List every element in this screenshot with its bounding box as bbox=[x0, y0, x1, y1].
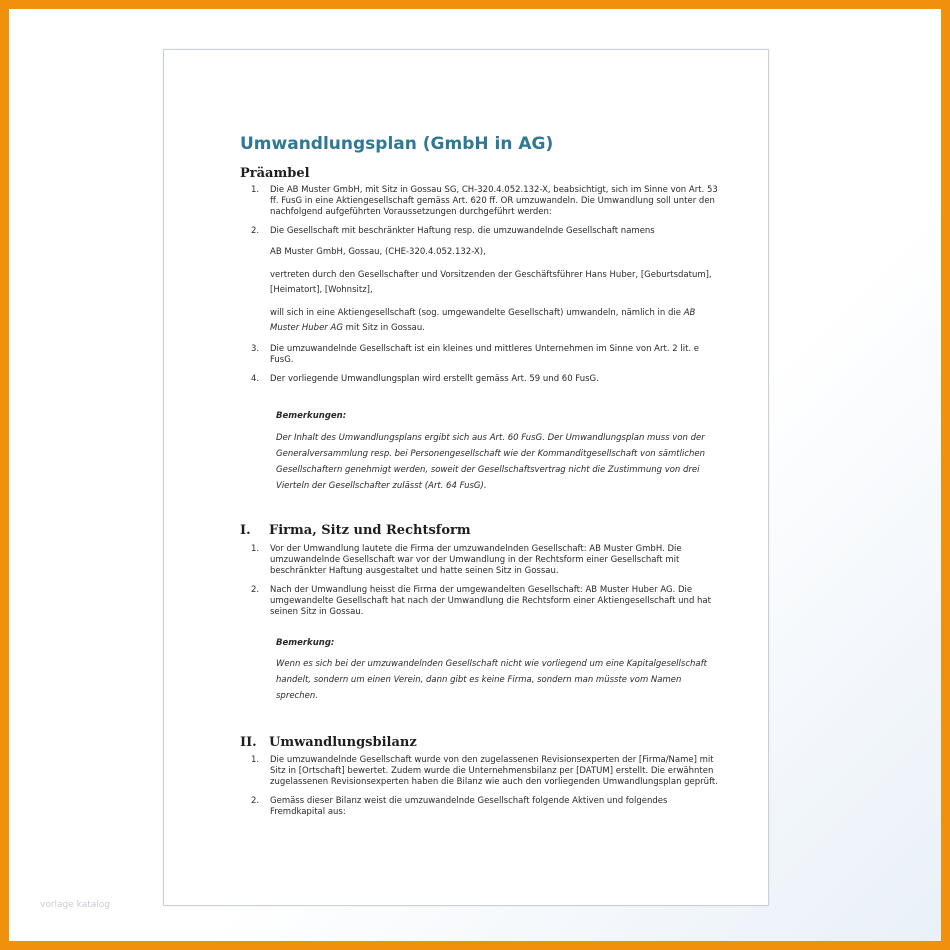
document-page bbox=[163, 49, 769, 906]
section-1-heading: I. Firma, Sitz und Rechtsform bbox=[240, 523, 471, 538]
representative-line: vertreten durch den Gesellschafter und Vorsitzenden der Geschäftsführer Hans Huber, [Geburtsdatum], [Heimatort], [Wohnsitz], bbox=[270, 270, 712, 295]
remarks-heading: Bemerkungen: bbox=[276, 411, 347, 421]
remark-text: Wenn es sich bei der umzuwandelnden Gesellschaft nicht wie vorliegend um eine Kapitalgesellschaft handelt, sondern um einen Verein, dann gibt es keine Firma, sondern man müsste vom Namen sprechen. bbox=[276, 659, 707, 701]
company-line: AB Muster GmbH, Gossau, (CHE-320.4.052.132-X), bbox=[270, 247, 486, 257]
list-item: 1. Die AB Muster GmbH, mit Sitz in Gossau SG, CH-320.4.052.132-X, beabsichtigt, sich im Sinne von Art. 53 ff. FusG in eine Aktiengesellschaft gemäss Art. 620 ff. OR umzuwandeln. Die Umwandlung soll unter den nachfolgend aufgeführten Voraussetzungen durchgeführt werden: bbox=[251, 185, 718, 217]
praeambel-list bbox=[251, 185, 720, 393]
conversion-line: will sich in eine Aktiengesellschaft (sog. umgewandelte Gesellschaft) umwandeln, nämlich in die AB Muster Huber AG mit Sitz in Gossau. bbox=[270, 308, 696, 333]
section-1-list bbox=[251, 544, 720, 626]
list-item: 2. Nach der Umwandlung heisst die Firma der umgewandelten Gesellschaft: AB Muster Huber AG. Die umgewandelte Gesellschaft hat nach der Umwandlung die Rechtsform einer Aktiengesellschaft und hat seinen Sitz in Gossau. bbox=[251, 585, 711, 617]
list-item: 2. Gemäss dieser Bilanz weist die umzuwandelnde Gesellschaft folgende Aktiven und folgendes Fremdkapital aus: bbox=[251, 796, 668, 817]
list-item: 2. Die Gesellschaft mit beschränkter Haftung resp. die umzuwandelnde Gesellschaft namens AB Muster GmbH, Gossau, (CHE-320.4.052.132-X), vertreten durch den Gesellschafter und Vorsitzenden der Geschäftsführer Hans Huber, [Geburtsdatum], [Heimatort], [Wohnsitz], will sich in eine Aktiengesellschaft (sog. umgewandelte Gesellschaft) umwandeln, nämlich in die AB Muster Huber AG mit Sitz in Gossau. bbox=[270, 226, 720, 336]
section-2-heading: II. Umwandlungsbilanz bbox=[240, 735, 417, 750]
list-item: 4. Der vorliegende Umwandlungsplan wird erstellt gemäss Art. 59 und 60 FusG. bbox=[251, 374, 599, 384]
watermark-text: vorlage katalog bbox=[40, 900, 110, 910]
list-item: 1. Die umzuwandelnde Gesellschaft wurde von den zugelassenen Revisionsexperten der [Firma/Name] mit Sitz in [Ortschaft] bewertet. Zudem wurde die Unternehmensbilanz per [DATUM] erstellt. Die erwähnten zugelassenen Revisionsexperten haben die Bilanz wie auch den vorliegenden Umwandlungsplan geprüft. bbox=[251, 755, 718, 787]
list-item: 1. Vor der Umwandlung lautete die Firma der umzuwandelnden Gesellschaft: AB Muster GmbH. Die umzuwandelnde Gesellschaft war vor der Umwandlung in der Rechtsform einer Gesellschaft mit beschränkter Haftung ausgestaltet und hatte seinen Sitz in Gossau. bbox=[251, 544, 682, 576]
document-title: Umwandlungsplan (GmbH in AG) bbox=[240, 134, 554, 154]
section-2-list bbox=[251, 755, 720, 826]
remarks-text: Der Inhalt des Umwandlungsplans ergibt sich aus Art. 60 FusG. Der Umwandlungsplan muss von der Generalversammlung resp. bei Personengesellschaft wie der Kommanditgesellschaft von sämtlichen Gesellschaftern genehmigt werden, soweit der Gesellschaftsvertrag nicht die Zustimmung von drei Vierteln der Gesellschafter zulässt (Art. 64 FusG). bbox=[276, 433, 706, 491]
praeambel-heading: Präambel bbox=[240, 166, 310, 181]
remark-heading: Bemerkung: bbox=[276, 638, 335, 648]
list-item: 3. Die umzuwandelnde Gesellschaft ist ein kleines und mittleres Unternehmen im Sinne von Art. 2 lit. e FusG. bbox=[251, 344, 700, 365]
